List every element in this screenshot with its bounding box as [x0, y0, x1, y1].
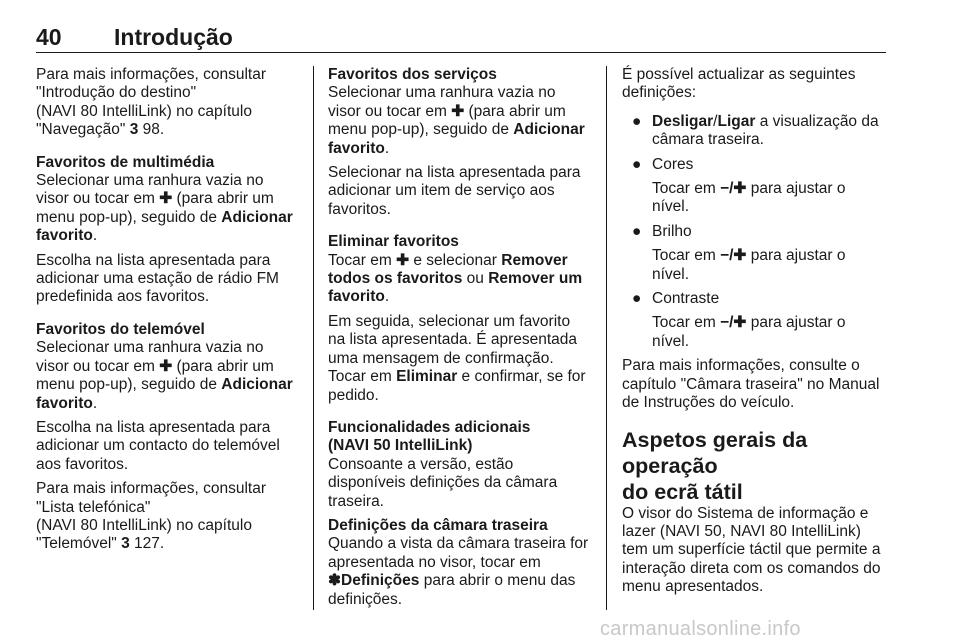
header-rule: [36, 52, 886, 53]
paragraph: Escolha na lista apresentada para adicionar uma estação de rádio FM predefinida aos favoritos.: [36, 251, 279, 306]
paragraph: Quando a vista da câmara traseira for apresentada no visor, tocar em ✽Definições para abrir o menu das definições.: [328, 535, 589, 608]
arrow-icon: 3: [121, 535, 130, 553]
bullet-icon: ●: [632, 112, 642, 130]
minus-plus-icon: −/✚: [720, 247, 747, 265]
section-heading: Favoritos de multimédia: [36, 153, 215, 171]
section-title: Aspetos gerais da operação do ecrã tátil: [622, 427, 808, 504]
bullet-icon: ●: [632, 222, 642, 240]
paragraph: O visor do Sistema de informação e lazer (NAVI 50, NAVI 80 IntelliLink) tem um superfície táctil que permite a interação direta com os comandos do menu apresentados.: [622, 504, 881, 596]
plus-icon: ✚: [159, 357, 173, 375]
column-3: [622, 66, 888, 603]
section-heading: Definições da câmara traseira: [328, 516, 548, 534]
paragraph: Tocar em ✚ e selecionar Remover todos os favoritos ou Remover um favorito.: [328, 251, 583, 306]
list-item: ● Brilho Tocar em −/✚ para ajustar o nível.: [632, 222, 846, 283]
paragraph: Para mais informações, consultar "Introdução do destino" (NAVI 80 IntelliLink) no capítulo "Navegação" 3 98.: [36, 66, 267, 139]
list-item: ● Desligar/Ligar a visualização da câmara traseira.: [632, 112, 879, 149]
section-heading: Favoritos do telemóvel: [36, 320, 205, 338]
section-heading: Eliminar favoritos: [328, 233, 459, 251]
bullet-icon: ●: [632, 290, 642, 308]
list-item: ● Cores Tocar em −/✚ para ajustar o nível.: [632, 155, 846, 216]
page-number: 40: [36, 24, 62, 50]
paragraph: Selecionar uma ranhura vazia no visor ou tocar em ✚ (para abrir um menu pop-up), seguido de Adicionar favorito.: [328, 84, 585, 157]
watermark: carmanualsonline.info: [600, 618, 801, 640]
plus-icon: ✚: [159, 190, 173, 208]
minus-plus-icon: −/✚: [720, 314, 747, 332]
page-title: Introdução: [114, 24, 233, 50]
minus-plus-icon: −/✚: [720, 180, 747, 198]
paragraph: Em seguida, selecionar um favorito na lista apresentada. É apresentada uma mensagem de confirmação. Tocar em Eliminar e confirmar, se for pedido.: [328, 312, 586, 404]
column-2: [328, 66, 598, 615]
paragraph: Consoante a versão, estão disponíveis definições da câmara traseira.: [328, 455, 558, 510]
paragraph: É possível actualizar as seguintes definições:: [622, 66, 856, 102]
column-divider: [606, 66, 607, 610]
paragraph: Selecionar uma ranhura vazia no visor ou tocar em ✚ (para abrir um menu pop-up), seguido de Adicionar favorito.: [36, 339, 293, 412]
plus-icon: ✚: [451, 102, 465, 120]
plus-icon: ✚: [396, 251, 410, 269]
paragraph: Para mais informações, consultar "Lista telefónica" (NAVI 80 IntelliLink) no capítulo "Telemóvel" 3 127.: [36, 480, 267, 553]
arrow-icon: 3: [129, 121, 139, 139]
section-heading: Funcionalidades adicionais (NAVI 50 IntelliLink): [328, 418, 531, 455]
paragraph: Selecionar uma ranhura vazia no visor ou tocar em ✚ (para abrir um menu pop-up), seguido de Adicionar favorito.: [36, 172, 293, 245]
bullet-icon: ●: [632, 155, 642, 173]
paragraph: Selecionar na lista apresentada para adicionar um item de serviço aos favoritos.: [328, 164, 581, 218]
gear-icon: ✽: [328, 572, 341, 590]
column-1: [36, 66, 306, 560]
column-divider: [313, 66, 314, 610]
list-item: ● Contraste Tocar em −/✚ para ajustar o nível.: [632, 290, 846, 350]
page-header: [36, 24, 886, 50]
paragraph: Escolha na lista apresentada para adicionar um contacto do telemóvel aos favoritos.: [36, 418, 280, 473]
paragraph: Para mais informações, consulte o capítulo "Câmara traseira" no Manual de Instruções do veículo.: [622, 357, 880, 412]
section-heading: Favoritos dos serviços: [328, 66, 497, 83]
